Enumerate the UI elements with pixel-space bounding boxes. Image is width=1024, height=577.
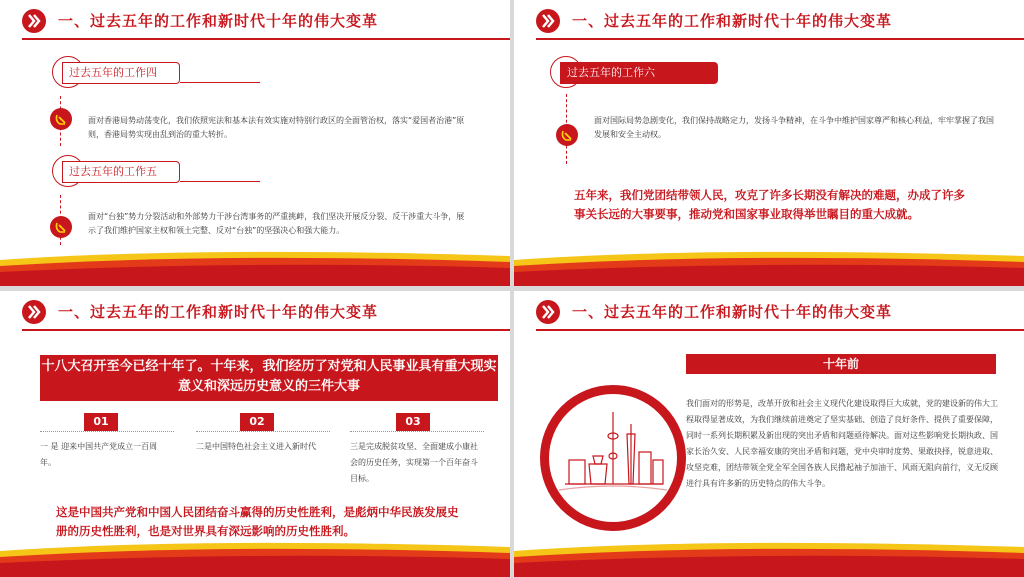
work-tag-label: 过去五年的工作六 bbox=[560, 62, 718, 84]
slide-title: 一、过去五年的工作和新时代十年的伟大变革 bbox=[58, 12, 379, 30]
party-emblem-icon bbox=[50, 216, 72, 238]
work-tag-4 bbox=[52, 62, 212, 84]
chevron-right-icon bbox=[536, 300, 560, 324]
slide-header bbox=[514, 0, 1024, 40]
slide-title: 一、过去五年的工作和新时代十年的伟大变革 bbox=[58, 303, 379, 321]
party-emblem-icon bbox=[50, 108, 72, 130]
item-number-3: 03 bbox=[396, 413, 430, 431]
bottom-wave-decoration bbox=[0, 537, 510, 577]
slide-title: 一、过去五年的工作和新时代十年的伟大变革 bbox=[572, 303, 893, 321]
item-number-2: 02 bbox=[240, 413, 274, 431]
item-text-2: 二是中国特色社会主义进入新时代 bbox=[196, 442, 316, 451]
work-text-4: 面对香港局势动荡变化，我们依照宪法和基本法有效实施对特别行政区的全面管治权，落实“爱国者治港”原则，香港局势实现由乱到治的重大转折。 bbox=[88, 116, 465, 139]
ten-years-banner: 十八大召开至今已经十年了。十年来，我们经历了对党和人民事业具有重大现实意义和深远历史意义的三件大事 bbox=[40, 355, 498, 401]
slide-header bbox=[514, 291, 1024, 331]
chevron-right-icon bbox=[536, 9, 560, 33]
slide-3 bbox=[0, 291, 510, 577]
work-text-5: 面对“台独”势力分裂活动和外部势力干涉台湾事务的严重挑衅，我们坚决开展反分裂、反干涉重大斗争，展示了我们维护国家主权和领土完整、反对“台独”的坚强决心和强大能力。 bbox=[88, 212, 465, 235]
city-skyline-icon bbox=[540, 385, 686, 531]
work-tag-5 bbox=[52, 161, 212, 183]
header-divider bbox=[22, 38, 510, 40]
chevron-right-icon bbox=[22, 9, 46, 33]
chevron-right-icon bbox=[22, 300, 46, 324]
header-divider bbox=[22, 329, 510, 331]
ten-years-ago-paragraph: 我们面对的形势是，改革开放和社会主义现代化建设取得巨大成就，党的建设新的伟大工程取得显著成效，为我们继续前进奠定了坚实基础、创造了良好条件、提供了重要保障，同时一系列长期积累及新出现的突出矛盾和问题亟待解决。面对这些影响党长期执政、国家长治久安、人民幸福安康的突出矛盾和问题，党中央审时度势、果敢抉择，锐意进取、攻坚克难，团结带领全党全军全国各族人民撸起袖子加油干、风雨无阻向前行，义无反顾进行具有许多新的历史特点的伟大斗争。 bbox=[686, 399, 998, 488]
item-text-3: 三是完成脱贫攻坚、全面建成小康社会的历史任务，实现第一个百年奋斗目标。 bbox=[350, 442, 478, 483]
work-tag-label: 过去五年的工作五 bbox=[62, 161, 180, 183]
slide-header bbox=[0, 291, 510, 331]
item-number-1: 01 bbox=[84, 413, 118, 431]
ten-years-ago-heading: 十年前 bbox=[686, 354, 996, 374]
slide-4 bbox=[514, 291, 1024, 577]
summary-text: 五年来，我们党团结带领人民，攻克了许多长期没有解决的难题，办成了许多事关长远的大事要事，推动党和国家事业取得举世瞩目的重大成就。 bbox=[574, 188, 965, 221]
header-divider bbox=[536, 329, 1024, 331]
slide-2 bbox=[514, 0, 1024, 286]
bottom-wave-decoration bbox=[514, 246, 1024, 286]
bottom-wave-decoration bbox=[0, 246, 510, 286]
work-text-6: 面对国际局势急剧变化，我们保持战略定力，发扬斗争精神，在斗争中维护国家尊严和核心利益，牢牢掌握了我国发展和安全主动权。 bbox=[594, 116, 994, 139]
work-tag-label: 过去五年的工作四 bbox=[62, 62, 180, 84]
item-text-1: 一 是 迎来中国共产党成立一百周年。 bbox=[40, 442, 158, 467]
header-divider bbox=[536, 38, 1024, 40]
slide-title: 一、过去五年的工作和新时代十年的伟大变革 bbox=[572, 12, 893, 30]
slide-header bbox=[0, 0, 510, 40]
slide-1 bbox=[0, 0, 510, 286]
party-emblem-icon bbox=[556, 124, 578, 146]
work-tag-6 bbox=[550, 62, 720, 84]
bottom-wave-decoration bbox=[514, 537, 1024, 577]
conclusion-text: 这是中国共产党和中国人民团结奋斗赢得的历史性胜利，是彪炳中华民族发展史册的历史性胜利，也是对世界具有深远影响的历史性胜利。 bbox=[56, 505, 459, 538]
